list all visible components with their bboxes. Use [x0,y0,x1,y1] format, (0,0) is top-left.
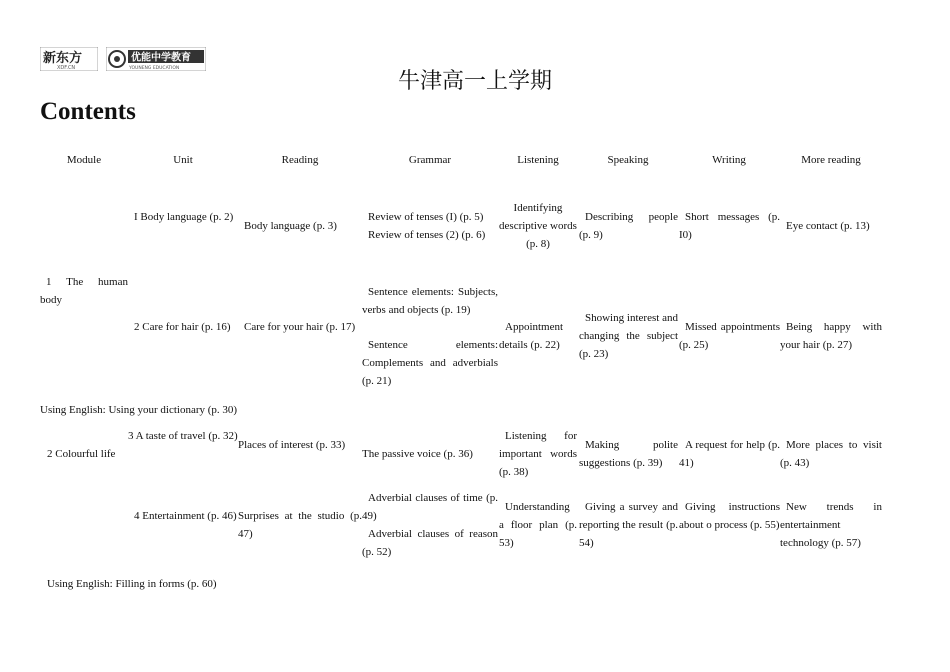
unit-4-writing: Giving instructions about o process (p. 55) [679,501,780,531]
unit-2-speaking: Showing interest and changing the subject (p. 23) [579,312,678,360]
unit-4-reading: Surprises at the studio (p. 47) [238,510,362,540]
unit-1-more-reading: Eye contact (p. 13) [786,220,870,232]
unit-3-title: 3 A taste of travel (p. 32) [128,430,238,442]
header-listening: Listening [517,154,559,166]
unit-3-listening: Listening for important words (p. 38) [499,430,577,478]
unit-2-grammar-2: Sentence elements: Complements and adverbials (p. 21) [362,339,498,387]
youneng-logo-text: 优能中学教育 [131,52,191,64]
header-grammar: Grammar [408,154,452,166]
unit-1-speaking: Describing people (p. 9) [579,211,678,241]
unit-1-title: I Body language (p. 2) [134,211,234,223]
header-unit: Unit [173,154,193,166]
unit-4-grammar-2: Adverbial clauses of reason (p. 52) [362,528,498,558]
using-english-1: Using English: Using your dictionary (p. 30) [40,404,238,416]
using-english-2: Using English: Filling in forms (p. 60) [47,578,217,590]
unit-1-grammar-1: Review of tenses (I) (p. 5) [368,211,484,223]
header-speaking: Speaking [607,154,649,166]
unit-4-title: 4 Entertainment (p. 46) [134,510,237,522]
unit-2-more-reading: Being happy with your hair (p. 27) [780,321,882,351]
unit-1-reading: Body language (p. 3) [244,220,337,232]
header-reading: Reading [281,154,319,166]
youneng-logo-sub: YOUNENG EDUCATION [129,66,180,71]
unit-4-speaking: Giving a survey and reporting the result (p. 54) [579,501,678,549]
unit-2-writing: Missed appointments (p. 25) [679,321,780,351]
header-writing: Writing [712,154,746,166]
header-more-reading: More reading [801,154,861,166]
unit-1-listening: Identifying descriptive words (p. 8) [499,202,577,250]
xdf-logo-sub: XDF.CN [57,65,76,71]
header-module: Module [66,154,102,166]
unit-2-reading: Care for your hair (p. 17) [244,321,356,333]
unit-3-grammar: The passive voice (p. 36) [362,448,473,460]
unit-3-speaking: Making polite suggestions (p. 39) [579,439,678,469]
page-title: Contents [40,98,136,125]
module-1-label: 1 The human body [40,276,128,306]
unit-2-grammar-1: Sentence elements: Subjects, verbs and objects (p. 19) [362,286,498,316]
unit-3-writing: A request for help (p. 41) [679,439,780,469]
unit-1-grammar-2: Review of tenses (2) (p. 6) [368,229,486,241]
unit-1-writing: Short messages (p. I0) [679,211,780,241]
unit-4-grammar-1: Adverbial clauses of time (p. 49) [362,492,498,522]
document-subtitle: 牛津高一上学期 [397,69,552,94]
unit-4-more-reading: New trends in entertainment technology (p. 57) [780,501,882,549]
module-2-label: 2 Colourful life [47,448,116,460]
unit-4-listening: Understanding a floor plan (p. 53) [499,501,577,549]
unit-3-reading: Places of interest (p. 33) [238,439,346,451]
unit-3-more-reading: More places to visit (p. 43) [780,439,882,469]
xdf-logo-text: 新东方 [43,51,83,66]
unit-2-listening: Appointment details (p. 22) [499,321,564,351]
unit-2-title: 2 Care for hair (p. 16) [134,321,231,333]
